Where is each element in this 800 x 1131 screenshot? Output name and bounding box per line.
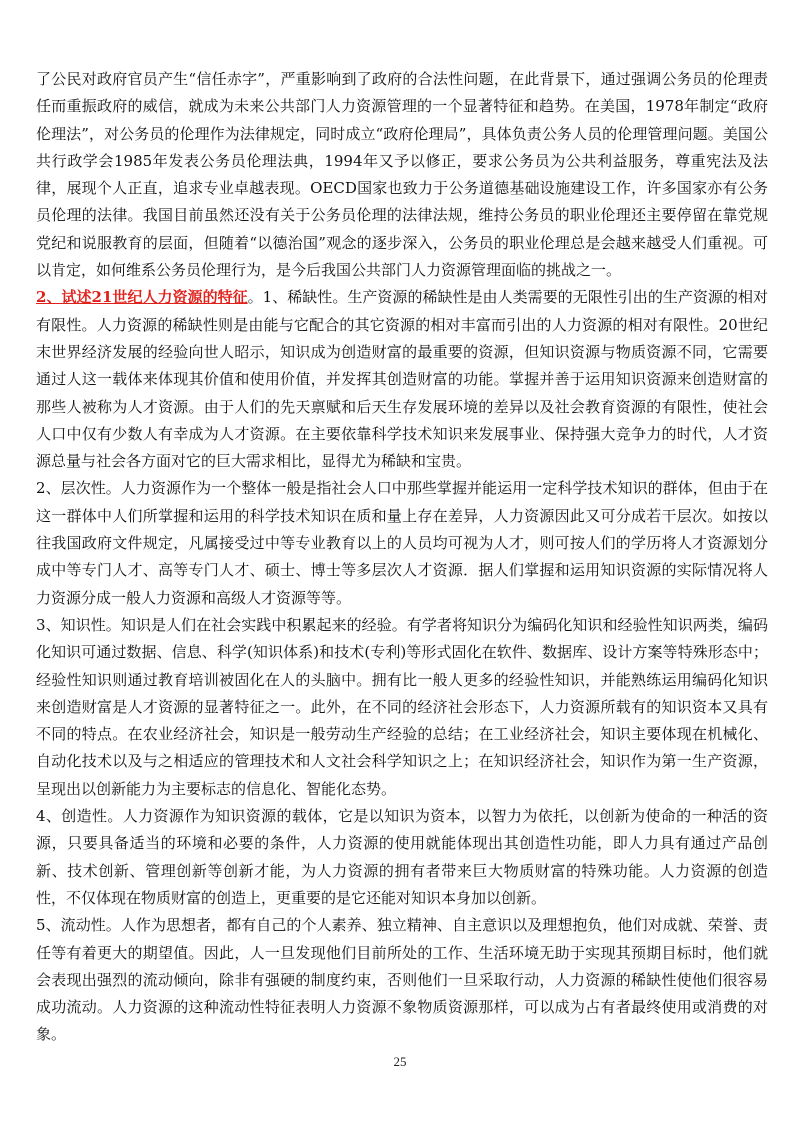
question-heading: 2、试述21世纪人力资源的特征 — [36, 288, 248, 307]
paragraph-hierarchy: 2、层次性。人力资源作为一个整体一般是指社会人口中那些掌握并能运用一定科学技术知识的群体，但由于在这一群体中人们所掌握和运用的科学技术知识在质和量上存在差异，人力资源因此又可分成若干层次。如按以往我国政府文件规定，凡属接受过中等专业教育以上的人员均可视为人才，则可按人们的学历将人才资源划分成中等专门人才、高等专门人才、硕士、博士等多层次人才资源．据人们掌握和运用知识资源的实际情况将人力资源分成一般人力资源和高级人才资源等等。 — [36, 479, 768, 607]
paragraph-scarcity-text: 。1、稀缺性。生产资源的稀缺性是由人类需要的无限性引出的生产资源的相对有限性。人力资源的稀缺性则是由能与它配合的其它资源的相对丰富而引出的人力资源的相对有限性。20世纪末世界经济发展的经验向世人昭示，知识成为创造财富的最重要的资源，但知识资源与物质资源不同，它需要通过人这一载体来体现其价值和使用价值，并发挥其创造财富的功能。掌握并善于运用知识资源来创造财富的那些人被称为人才资源。由于人们的先天禀赋和后天生存发展环境的差异以及社会教育资源的有限性，使社会人口中仅有少数人有幸成为人才资源。在主要依靠科学技术知识来发展事业、保持强大竞争力的时代，人才资源总量与社会各方面对它的巨大需求相比，显得尤为稀缺和宝贵。 — [36, 288, 768, 471]
document-body — [36, 66, 768, 1049]
paragraph-public-servant-ethics: 了公民对政府官员产生“信任赤字”，严重影响到了政府的合法性问题，在此背景下，通过强调公务员的伦理责任而重振政府的威信，就成为未来公共部门人力资源管理的一个显著特征和趋势。在美国，1978年制定“政府伦理法”，对公务员的伦理作为法律规定，同时成立“政府伦理局”，具体负责公务人员的伦理管理问题。美国公共行政学会1985年发表公务员伦理法典，1994年又予以修正，要求公务员为公共利益服务，尊重宪法及法律，展现个人正直，追求专业卓越表现。OECD国家也致力于公务道德基础设施建设工作，许多国家亦有公务员伦理的法律。我国目前虽然还没有关于公务员伦理的法律法规，维持公务员的职业伦理还主要停留在靠党规党纪和说服教育的层面，但随着“以德治国”观念的逐步深入，公务员的职业伦理总是会越来越受人们重视。可以肯定，如何维系公务员伦理行为，是今后我国公共部门人力资源管理面临的挑战之一。 — [36, 70, 768, 280]
paragraph-creativity: 4、创造性。人力资源作为知识资源的载体，它是以知识为资本，以智力为依托，以创新为使命的一种活的资源，只要具备适当的环境和必要的条件，人力资源的使用就能体现出其创造性功能，即人力具有通过产品创新、技术创新、管理创新等创新才能，为人力资源的拥有者带来巨大物质财富的特殊功能。人力资源的创造性，不仅体现在物质财富的创造上，更重要的是它还能对知识本身加以创新。 — [36, 807, 768, 907]
page-number: 25 — [393, 1054, 407, 1069]
paragraph-mobility: 5、流动性。人作为思想者，都有自己的个人素养、独立精神、自主意识以及理想抱负，他们对成就、荣誉、责任等有着更大的期望值。因此，人一旦发现他们目前所处的工作、生活环境无助于实现其预期目标时，他们就会表现出强烈的流动倾向，除非有强硬的制度约束，否则他们一旦采取行动，人力资源的稀缺性使他们很容易成功流动。人力资源的这种流动性特征表明人力资源不象物质资源那样，可以成为占有者最终使用或消费的对象。 — [36, 916, 768, 1044]
paragraph-knowledge: 3、知识性。知识是人们在社会实践中积累起来的经验。有学者将知识分为编码化知识和经验性知识两类，编码化知识可通过数据、信息、科学(知识体系)和技术(专利)等形式固化在软件、数据库、设计方案等特殊形态中；经验性知识则通过教育培训被固化在人的头脑中。拥有比一般人更多的经验性知识，并能熟练运用编码化知识来创造财富是人才资源的显著特征之一。此外，在不同的经济社会形态下，人力资源所载有的知识资本又具有不同的特点。在农业经济社会，知识是一般劳动生产经验的总结；在工业经济社会，知识主要体现在机械化、自动化技术以及与之相适应的管理技术和人文社会科学知识之上；在知识经济社会，知识作为第一生产资源，呈现出以创新能力为主要标志的信息化、智能化态势。 — [36, 615, 768, 798]
paragraph-scarcity — [36, 284, 768, 475]
